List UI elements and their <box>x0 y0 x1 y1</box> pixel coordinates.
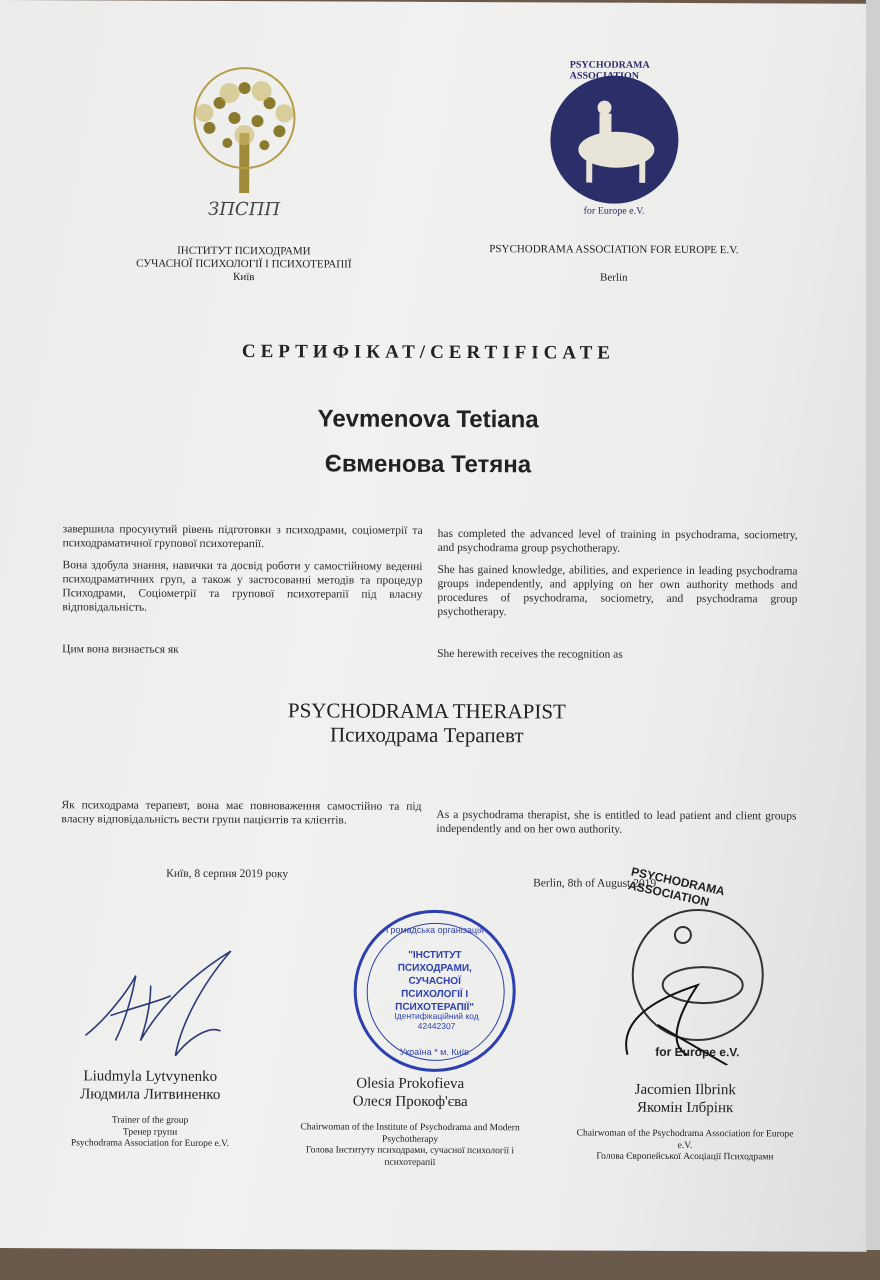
certificate-title: СЕРТИФІКАТ/CERTIFICATE <box>241 341 616 364</box>
body-en-p2: She has gained knowledge, abilities, and experience in leading psychodrama groups independently, and applying on her own authority methods and procedures of psychodrama, sociometry, and psychodrama group psychotherapy. <box>437 563 798 619</box>
stamp-kyiv-ring: Громадська організація <box>385 924 484 936</box>
tree-logo-icon <box>179 63 310 224</box>
pae-logo <box>544 57 685 223</box>
signatory-role: Голова Європейської Асоціації Психодрами <box>596 1151 774 1163</box>
body-uk-p4: Як психодрама терапевт, вона має повноваження самостійно та під власну відповідальність вести групи пацієнтів та клієнтів. <box>61 799 422 827</box>
signatory-role: Chairwoman of the Psychodrama Association for Europe e.V. <box>576 1128 794 1151</box>
body-en-p3: She herewith receives the recognition as <box>437 647 623 661</box>
stamp-kyiv <box>353 910 516 1073</box>
left-org-name-2: СУЧАСНОЇ ПСИХОЛОГІЇ І ПСИХОТЕРАПІЇ <box>136 257 352 271</box>
role-uk: Психодрама Терапевт <box>329 722 524 748</box>
right-org-city: Berlin <box>600 271 628 284</box>
stamp-berlin-bottom: for Europe e.V. <box>655 1044 740 1060</box>
role-en: PSYCHODRAMA THERAPIST <box>287 698 566 724</box>
left-org-block <box>119 245 369 285</box>
pae-logo-bottom-text: for Europe e.V. <box>583 205 645 217</box>
body-en-p1: has completed the advanced level of training in psychodrama, sociometry, and psychodrama group psychotherapy. <box>437 527 798 555</box>
signatory-2 <box>295 1074 525 1169</box>
body-uk <box>62 522 422 624</box>
signatory-role: Trainer of the group <box>111 1115 189 1126</box>
tree-logo-text: ЗПСПП <box>207 198 281 221</box>
left-org-city: Київ <box>233 271 255 284</box>
signatory-name-uk: Якомін Ілбрінк <box>636 1099 734 1117</box>
signatory-1 <box>40 1067 260 1150</box>
right-org-name: PSYCHODRAMA ASSOCIATION FOR EUROPE E.V. <box>489 243 739 257</box>
body-uk-p2: Вона здобула знання, навички та досвід роботи у самостійному веденні психодраматичних груп, а також у застосованні методів та процедур Психодрами, Соціометрії та групової психотерапії під власну відповідальність. <box>62 559 423 614</box>
stamp-kyiv-center: "ІНСТИТУТ ПСИХОДРАМИ, СУЧАСНОЇ ПСИХОЛОГІЇ І ПСИХОТЕРАПІЇ" <box>395 949 475 1014</box>
signatory-name-en: Liudmyla Lytvynenko <box>83 1068 218 1085</box>
signatory-role: Тренер групи <box>122 1127 178 1138</box>
signatory-role: Голова Інституту психодрами, сучасної психології і психотерапії <box>305 1145 515 1168</box>
left-org-name-1: ІНСТИТУТ ПСИХОДРАМИ <box>177 244 311 258</box>
signatory-3 <box>570 1080 800 1164</box>
body-en <box>437 527 797 629</box>
recipient-name-en: Yevmenova Tetiana <box>317 405 539 434</box>
body-uk-p3: Цим вона визнається як <box>62 643 179 656</box>
signatory-role: Chairwoman of the Institute of Psychodrama and Modern Psychotherapy <box>300 1122 520 1145</box>
signatory-name-en: Olesia Prokofieva <box>356 1075 465 1093</box>
stamp-berlin-top: PSYCHODRAMA ASSOCIATION <box>626 864 726 910</box>
body-en-p4: As a psychodrama therapist, she is entitled to lead patient and client groups independently and on her own authority. <box>436 808 797 836</box>
recipient-name-uk: Євменова Тетяна <box>324 450 532 479</box>
signatory-role: Psychodrama Association for Europe e.V. <box>70 1138 230 1150</box>
pae-bull-icon <box>544 57 685 223</box>
stamp-kyiv-bottom: Україна * м. Київ <box>399 1046 469 1058</box>
signatory-name-uk: Олеся Прокоф'єва <box>352 1093 468 1111</box>
date-kyiv: Київ, 8 серпня 2019 року <box>166 867 289 881</box>
stamp-berlin <box>607 864 788 1066</box>
pae-logo-top-text: PSYCHODRAMA ASSOCIATION <box>569 59 650 82</box>
signatory-name-en: Jacomien Ilbrink <box>634 1081 736 1099</box>
signature-lytvynenko-icon <box>80 945 241 1061</box>
date-berlin: Berlin, 8th of August 2019 <box>533 877 657 890</box>
stamp-kyiv-code: Ідентифікаційний код 42442307 <box>394 1010 479 1031</box>
paper-edge-shadow <box>866 0 880 1250</box>
signatory-name-uk: Людмила Литвиненко <box>80 1086 221 1103</box>
body-uk-p1: завершила просунутий рівень підготовки з психодрами, соціометрії та психодраматичної групової психотерапії. <box>62 523 423 551</box>
